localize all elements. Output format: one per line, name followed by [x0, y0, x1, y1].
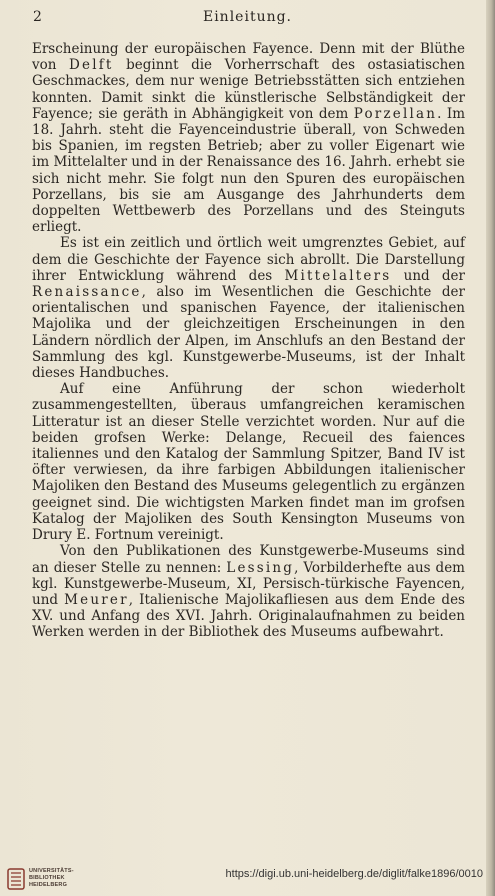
paragraph	[32, 543, 465, 640]
running-head: Einleitung.	[202, 9, 293, 25]
spaced-emphasis: Mittelalters	[284, 267, 392, 284]
text-run: und der	[391, 267, 465, 284]
logo-line: UNIVERSITÄTS-	[29, 868, 74, 874]
footer	[0, 862, 495, 896]
text-run: . Im 18. Jahrh. steht die Fayenceindustrie überall, von Schweden bis Spanien, im regsten Betrieb; aber zu voller Eigenart wie im Mittelalter und in der Renaissance des 16. Jahrh. erhebt sie sich nicht mehr. Sie folgt nun den Spuren des europäischen Porzellans, bis sie am Ausgange des Jahrhunderts dem doppelten Wettbewerb des Porzellans und des Steinguts erliegt.	[32, 105, 466, 236]
text-run: beginnt die Vorherrschaft des ostasiatischen Geschmackes, dem nur wenige Betriebsstätten sich entziehen konnten. Damit sinkt die künstlerische Selbständigkeit der Fayence; sie geräth in Abhängigkeit von dem	[32, 57, 465, 122]
source-url-link[interactable]: https://digi.ub.uni-heidelberg.de/diglit/falke1896/0010	[225, 868, 483, 880]
page-header	[0, 7, 495, 29]
page-number: 2	[33, 9, 43, 25]
logo-line: HEIDELBERG	[29, 882, 68, 888]
library-logo	[7, 866, 74, 894]
paragraph	[32, 381, 465, 543]
paragraph	[32, 41, 465, 235]
text-run: Auf eine Anführung der schon wiederholt zusammengestellten, überaus umfangreichen keramischen Litteratur ist an dieser Stelle verzichtet worden. Nur auf die beiden grofsen Werke: Delange, Recueil des faiences italiennes und den Katalog der Sammlung Spitzer, Band IV ist öfter verwiesen, da ihre farbigen Abbildungen italienischer Majoliken den Bestand des Museums gelegentlich zu ergänzen geeignet sind. Die wichtigsten Marken findet man im grofsen Katalog der Majoliken des South Kensington Museums von Drury E. Fortnum vereinigt.	[32, 381, 465, 544]
text-run: Erscheinung der europäischen Fayence. Denn mit der Blüthe von	[32, 41, 465, 74]
spaced-emphasis: Lessing	[226, 559, 295, 576]
text-run: Von den Publikationen des Kunstgewerbe-Museums sind an dieser Stelle zu nennen:	[32, 543, 465, 576]
text-run: , also im Wesentlichen die Geschichte der orientalischen und spanischen Fayence, der italienischen Majolika und der gleichzeitigen Erscheinungen in den Ländern nördlich der Alpen, im Anschlufs an den Bestand der Sammlung des kgl. Kunstgewerbe-Museums, ist der Inhalt dieses Handbuches.	[32, 284, 465, 382]
spaced-emphasis: Meurer	[64, 591, 129, 608]
spaced-emphasis: Renaissance	[32, 284, 142, 301]
text-run: , Italienische Majolikafliesen aus dem Ende des XV. und Anfang des XVI. Jahrh. Originalaufnahmen zu beiden Werken werden in der Bibliothek des Museums aufbewahrt.	[32, 591, 465, 641]
spaced-emphasis: Delft	[69, 57, 114, 74]
logo-line: BIBLIOTHEK	[29, 875, 65, 881]
text-run: Es ist ein zeitlich und örtlich weit umgrenztes Gebiet, auf dem die Geschichte der Fayence sich abrollt. Die Darstellung ihrer Entwicklung während des	[32, 235, 465, 284]
page-spine-edge	[486, 0, 495, 896]
body-text	[32, 41, 465, 641]
text-run: , Vorbilderhefte aus dem kgl. Kunstgewerbe-Museum, XI, Persisch-türkische Fayencen, und	[32, 559, 465, 608]
library-name	[29, 868, 74, 889]
library-seal-icon	[7, 868, 25, 890]
paragraph	[32, 235, 465, 381]
spaced-emphasis: Porzellan	[353, 105, 438, 122]
